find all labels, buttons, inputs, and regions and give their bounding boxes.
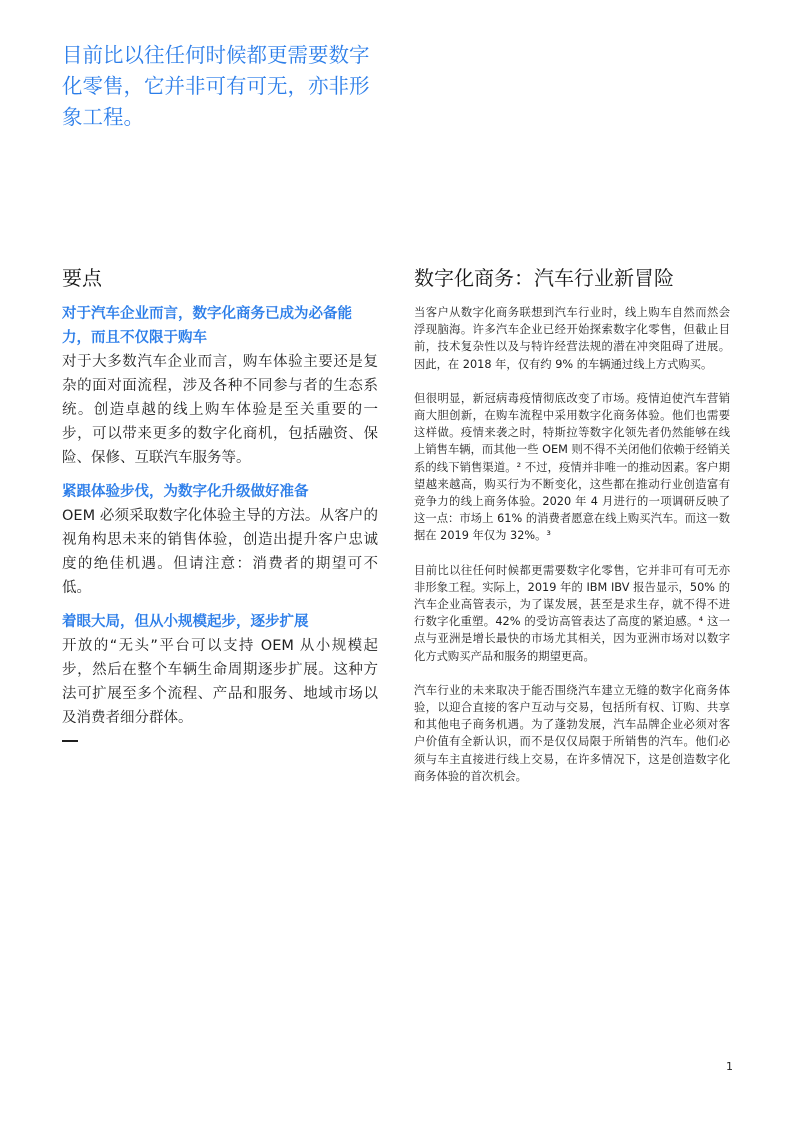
pull-quote: 目前比以往任何时候都更需要数字化零售，它并非可有可无，亦非形象工程。 <box>62 43 370 129</box>
key-point-title: 紧跟体验步伐，为数字化升级做好准备 <box>62 484 309 500</box>
end-divider <box>62 740 78 742</box>
key-point-body: 对于大多数汽车企业而言，购车体验主要还是复杂的面对面流程，涉及各种不同参与者的生态系统。创造卓越的线上购车体验是至关重要的一步，可以带来更多的数字化商机，包括融资、保险、保修、互联汽车服务等。 <box>62 354 378 466</box>
article-heading: 数字化商务：汽车行业新冒险 <box>414 266 674 290</box>
key-point-title: 对于汽车企业而言，数字化商务已成为必备能力，而且不仅限于购车 <box>62 306 352 346</box>
key-point <box>62 610 378 730</box>
key-point-body: OEM 必须采取数字化体验主导的方法。从客户的视角构思未来的销售体验，创造出提升客户忠诚度的绝佳机遇。但请注意：消费者的期望可不低。 <box>62 508 378 596</box>
key-point <box>62 302 378 470</box>
article-paragraph: 目前比以往任何时候都更需要数字化零售，它并非可有可无亦非形象工程。实际上，2019 年的 IBM IBV 报告显示，50% 的汽车企业高管表示，为了谋发展，甚至是求生存，就不得不进行数字化重塑。42% 的受访高管表达了高度的紧迫感。⁴ 这一点与亚洲是增长最快的市场尤其相关，因为亚洲市场对以数字化方式购买产品和服务的期望更高。 <box>414 563 730 663</box>
key-point-body: 开放的“无头”平台可以支持 OEM 从小规模起步，然后在整个车辆生命周期逐步扩展。这种方法可扩展至多个流程、产品和服务、地域市场以及消费者细分群体。 <box>62 638 378 726</box>
article-paragraph: 但很明显，新冠病毒疫情彻底改变了市场。疫情迫使汽车营销商大胆创新，在购车流程中采用数字化商务体验。他们也需要这样做。疫情来袭之时，特斯拉等数字化领先者仍然能够在线上销售车辆，而其他一些 OEM 则不得不关闭他们依赖于经销关系的线下销售渠道。² 不过，疫情并非唯一的推动因素。客户期望越来越高，购买行为不断变化，这些都在推动行业创造富有竞争力的线上商务体验。2020 年 4 月进行的一项调研反映了这一点：市场上 61% 的消费者愿意在线上购买汽车。而这一数据在 2019 年仅为 32%。³ <box>414 391 730 543</box>
key-point-title: 着眼大局，但从小规模起步，逐步扩展 <box>62 614 309 630</box>
article-column <box>414 262 730 802</box>
key-point <box>62 480 378 600</box>
page-number: 1 <box>726 1060 733 1073</box>
key-points-heading: 要点 <box>62 266 102 290</box>
article-paragraph: 汽车行业的未来取决于能否围绕汽车建立无缝的数字化商务体验，以迎合直接的客户互动与交易，包括所有权、订购、共享和其他电子商务机遇。为了蓬勃发展，汽车品牌企业必须对客户价值有全新认识，而不是仅仅局限于所销售的汽车。他们必须与车主直接进行线上交易，在许多情况下，这是创造数字化商务体验的首次机会。 <box>414 683 730 783</box>
article-paragraph: 当客户从数字化商务联想到汽车行业时，线上购车自然而然会浮现脑海。许多汽车企业已经开始探索数字化零售，但截止目前，技术复杂性以及与特许经营法规的潜在冲突阻碍了进展。因此，在 2018 年，仅有约 9% 的车辆通过线上方式购买。 <box>414 306 730 371</box>
key-points-column <box>62 262 378 742</box>
